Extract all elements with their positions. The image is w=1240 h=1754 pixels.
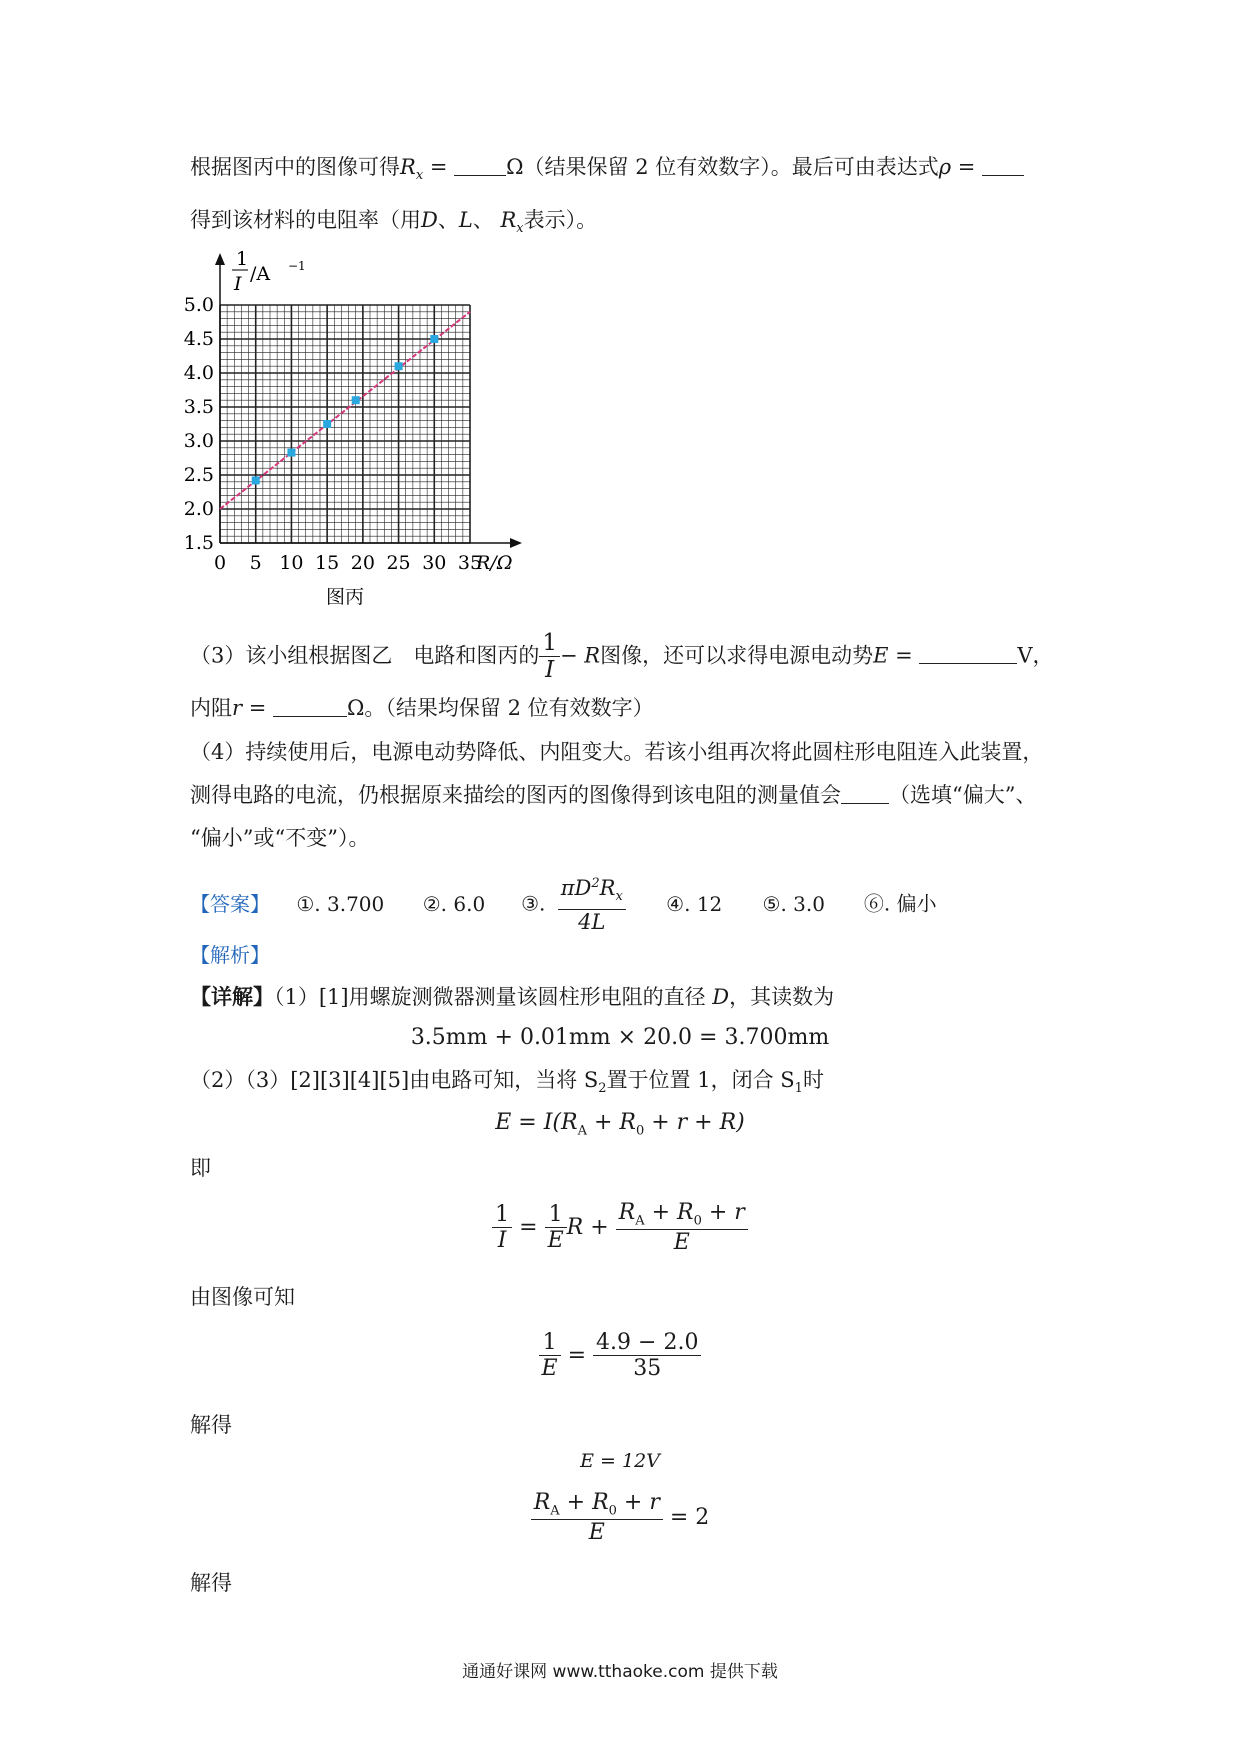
question-4-line-1: （4）持续使用后，电源电动势降低、内阻变大。若该小组再次将此圆柱形电阻连入此装置，	[190, 740, 1044, 764]
text-from-graph: 由图像可知	[190, 1285, 295, 1309]
x-tick-label: 0	[213, 552, 227, 574]
x-tick-label: 15	[315, 552, 340, 574]
figure-caption: 图丙	[325, 586, 365, 608]
y-tick-label: 5.0	[183, 294, 214, 316]
y-axis-label	[232, 250, 306, 295]
page-footer: 通通好课网 www.tthaoke.com 提供下载	[462, 1662, 778, 1682]
answer-blank-emf	[919, 643, 1017, 664]
y-tick-labels	[184, 294, 214, 554]
equation-emf: $E = I(R_A + R_0 + r + R)$	[495, 1110, 745, 1139]
analysis-label: 【解析】	[190, 943, 270, 967]
y-tick-label: 4.0	[183, 362, 214, 384]
x-axis-label: R/Ω	[476, 552, 513, 574]
answer-line: 【答案】 ①. 3.700 ②. 6.0 ③. $\frac{\pi D^2R_x}{4L}$ ④. 12 ⑤. 3.0 ⑥. 偏小	[190, 876, 937, 935]
x-tick-label: 20	[350, 552, 375, 574]
data-points	[252, 335, 439, 484]
question-3-line-2: 内阻r = Ω。（结果均保留 2 位有效数字）	[190, 696, 654, 720]
y-tick-label: 3.0	[183, 430, 214, 452]
y-axis-arrow	[215, 253, 225, 265]
data-point-1	[252, 476, 260, 484]
y-tick-label: 2.5	[183, 464, 214, 486]
y-tick-label: 4.5	[183, 328, 214, 350]
analysis-line-2: （2）（3）[2][3][4][5]由电路可知，当将 $S_2$置于位置 1，闭合 $S_1$时	[190, 1068, 824, 1097]
x-axis-arrow	[510, 538, 522, 548]
equation-slope: $\frac{1}{E}$ = $\frac{4.9 - 2.0}{35}$	[0, 1330, 1240, 1382]
x-tick-label: 35	[457, 552, 483, 574]
x-tick-label: 30	[422, 552, 447, 574]
text-jiede-1: 解得	[190, 1413, 232, 1437]
answer-3-fraction: $\frac{\pi D^2R_x}{4L}$	[558, 876, 626, 934]
y-tick-label: 1.5	[183, 532, 214, 554]
inverse-i-fraction: $\frac{1}{I}$	[539, 630, 560, 684]
equation-inverse-i: $\frac{1}{I}$ = $\frac{1}{E}$ R + $\frac{R_A + R_0 + r}{E}$	[0, 1200, 1240, 1256]
answer-blank-r	[273, 696, 347, 717]
equation-e-result: E = 12V	[580, 1450, 660, 1472]
svg-text:/A: /A	[250, 263, 271, 285]
svg-text:1: 1	[236, 250, 249, 270]
data-point-3	[323, 420, 331, 428]
equation-intercept: $\frac{R_A + R_0 + r}{E}$ = 2	[0, 1490, 1240, 1546]
answer-blank-rho	[982, 155, 1024, 176]
x-tick-label: 5	[249, 552, 262, 574]
answer-label: 【答案】	[190, 891, 270, 916]
y-tick-label: 2.0	[183, 498, 214, 520]
question-4-line-2: 测得电路的电流，仍根据原来描绘的图丙的图像得到该电阻的测量值会 （选填“偏大”、	[190, 783, 1037, 807]
text-ji: 即	[190, 1156, 211, 1180]
detail-line: 【详解】（1）[1]用螺旋测微器测量该圆柱形电阻的直径 D，其读数为	[190, 984, 835, 1009]
svg-text:I: I	[234, 273, 242, 295]
x-tick-label: 10	[279, 552, 304, 574]
y-tick-label: 3.5	[183, 396, 214, 418]
question-3-line-1: （3）该小组根据图乙 电路和图丙的 $\frac{1}{I}$ − R图像，还可以求得电源电动势E = V，	[190, 630, 1054, 684]
answer-blank-rx	[454, 155, 506, 176]
x-tick-label: 25	[386, 552, 411, 574]
data-point-6	[430, 335, 438, 343]
answer-blank-measure	[841, 783, 889, 804]
equation-diameter: 3.5mm + 0.01mm × 20.0 = 3.700mm	[410, 1025, 830, 1050]
question-4-line-3: “偏小”或“不变”）。	[190, 826, 370, 850]
question-text-line-1: 根据图丙中的图像可得$R_x = \Omega$（结果保留 2 位有效数字）。最后可由表达式ρ =	[190, 152, 1024, 191]
data-point-4	[352, 396, 360, 404]
question-text-line-2: 得到该材料的电阻率（用D、L、 $R_x$表示）。	[190, 208, 598, 237]
x-tick-labels	[214, 552, 482, 574]
data-point-2	[287, 449, 295, 457]
text-jiede-2: 解得	[190, 1571, 232, 1595]
data-point-5	[395, 362, 403, 370]
graph-bing	[180, 250, 540, 610]
svg-text:−1: −1	[288, 259, 306, 273]
